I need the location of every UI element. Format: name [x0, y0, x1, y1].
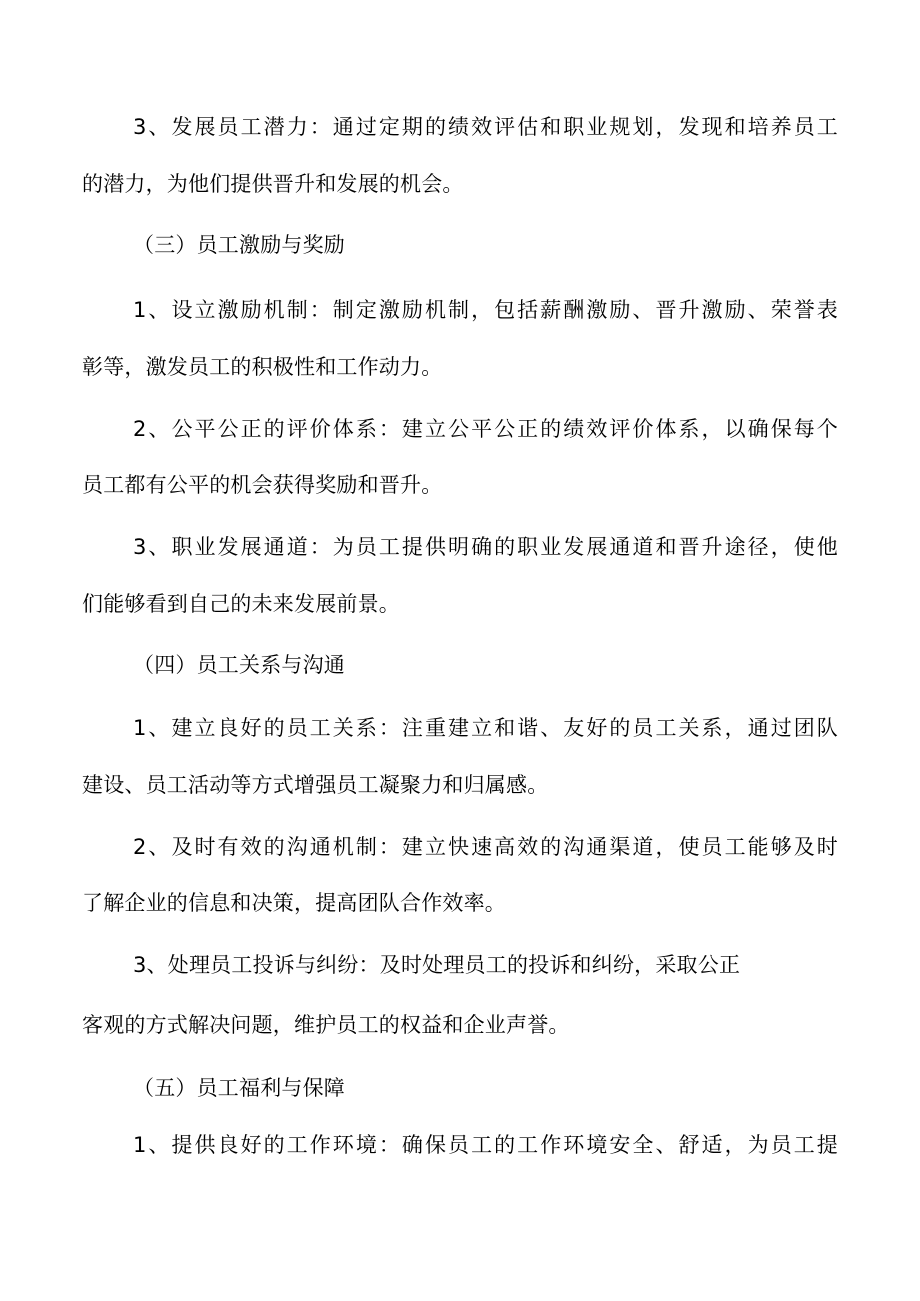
paragraph-line: 们能够看到自己的未来发展前景。 [82, 592, 400, 616]
paragraph-line: 2、公平公正的评价体系：建立公平公正的绩效评价体系，以确保每个 [133, 417, 838, 441]
paragraph-line: 彰等，激发员工的积极性和工作动力。 [82, 355, 443, 379]
paragraph-line: 1、建立良好的员工关系：注重建立和谐、友好的员工关系，通过团队 [133, 716, 838, 740]
paragraph-line: 1、提供良好的工作环境：确保员工的工作环境安全、舒适，为员工提 [133, 1133, 838, 1157]
section-heading: （五）员工福利与保障 [133, 1076, 345, 1100]
paragraph-line: 员工都有公平的机会获得奖励和晋升。 [82, 473, 443, 497]
paragraph-line: 3、职业发展通道：为员工提供明确的职业发展通道和晋升途径，使他 [133, 535, 838, 559]
paragraph-line: 了解企业的信息和决策，提高团队合作效率。 [82, 891, 506, 915]
paragraph-line: 3、发展员工潜力：通过定期的绩效评估和职业规划，发现和培养员工 [133, 115, 838, 139]
paragraph-line: 客观的方式解决问题，维护员工的权益和企业声誉。 [82, 1013, 570, 1037]
paragraph-line: 1、设立激励机制：制定激励机制，包括薪酬激励、晋升激励、荣誉表 [133, 298, 838, 322]
section-heading: （三）员工激励与奖励 [133, 233, 345, 257]
section-heading: （四）员工关系与沟通 [133, 653, 345, 677]
paragraph-line: 建设、员工活动等方式增强员工凝聚力和归属感。 [82, 773, 549, 797]
paragraph-line: 2、及时有效的沟通机制：建立快速高效的沟通渠道，使员工能够及时 [133, 835, 838, 859]
paragraph-line: 3、处理员工投诉与纠纷：及时处理员工的投诉和纠纷，采取公正 [133, 953, 741, 977]
paragraph-line: 的潜力，为他们提供晋升和发展的机会。 [82, 172, 464, 196]
